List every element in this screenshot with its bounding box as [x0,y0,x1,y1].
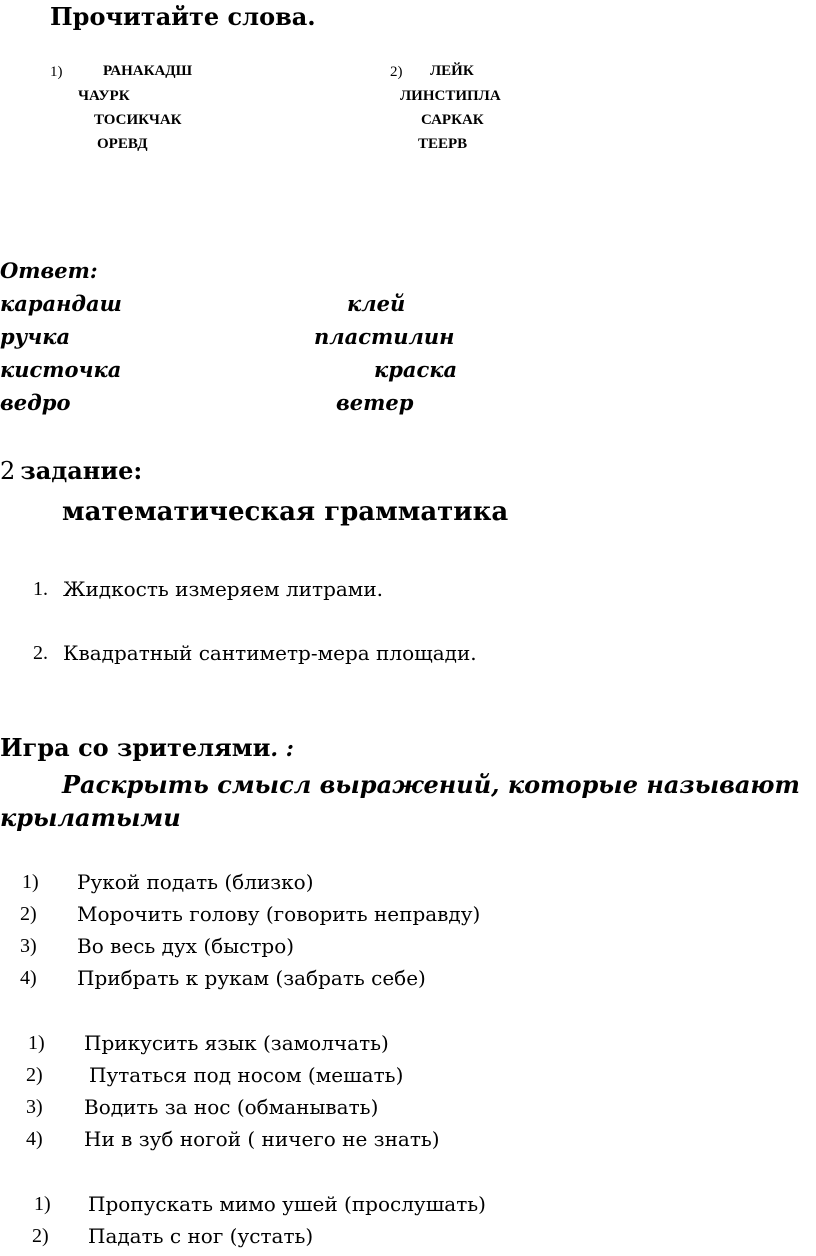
scrambled-word: ЛЕЙК [430,63,474,79]
answer-label: Ответ: [0,258,98,283]
list-number: 1) [34,1193,51,1215]
list-item: Рукой подать (близко) [77,870,314,894]
task2-subtitle: математическая грамматика [62,497,509,527]
answer-word: ведро [0,390,71,415]
game-heading [0,733,294,762]
list-item: Путаться под носом (мешать) [89,1063,404,1087]
answer-word: клей [347,291,406,316]
scrambled-word: ТОСИКЧАК [94,112,182,128]
group1-number: 1) [50,64,63,80]
answer-word: ветер [336,390,414,415]
answer-word: пластилин [314,324,455,349]
list-item: Жидкость измеряем литрами. [63,577,384,601]
group2-number: 2) [390,64,403,80]
scrambled-word: ОРЕВД [97,136,148,152]
list-number: 3) [26,1096,43,1118]
game-instruction: Раскрыть смысл выражений, которые называют [62,770,800,799]
list-item: Ни в зуб ногой ( ничего не знать) [84,1127,440,1151]
list-item: Прибрать к рукам (забрать себе) [77,966,426,990]
list-item: Во весь дух (быстро) [77,934,295,958]
answer-word: карандаш [0,291,122,316]
task2-number: 2 [0,457,16,485]
list-number: 1. [33,578,48,600]
list-number: 2) [26,1064,43,1086]
answer-word: краска [374,357,458,382]
list-number: 2) [32,1225,49,1247]
list-number: 2. [33,642,48,664]
list-number: 3) [20,935,37,957]
scrambled-word: САРКАК [421,112,484,128]
game-title: Игра со зрителями [0,733,271,762]
scrambled-word: РАНАКАДШ [103,63,193,79]
scrambled-word: ТЕЕРВ [418,136,468,152]
list-item: Морочить голову (говорить неправду) [77,902,481,926]
game-title-suffix: . : [270,736,294,762]
list-number: 1) [22,871,39,893]
answer-word: ручка [0,324,71,349]
answer-word: кисточка [0,357,122,382]
list-number: 2) [20,903,37,925]
list-item: Прикусить язык (замолчать) [84,1031,389,1055]
list-number: 4) [20,967,37,989]
task2-heading [0,456,142,485]
list-item: Квадратный сантиметр-мера площади. [63,641,477,665]
scrambled-word: ЛИНСТИПЛА [400,88,501,104]
list-item: Водить за нос (обманывать) [84,1095,379,1119]
scrambled-word: ЧАУРК [78,88,130,104]
list-number: 1) [28,1032,45,1054]
list-number: 4) [26,1128,43,1150]
task2-label: задание: [20,456,143,485]
game-instruction: крылатыми [0,803,181,832]
list-item: Пропускать мимо ушей (прослушать) [88,1192,486,1216]
list-item: Падать с ног (устать) [88,1224,314,1248]
page-title: Прочитайте слова. [50,2,316,31]
